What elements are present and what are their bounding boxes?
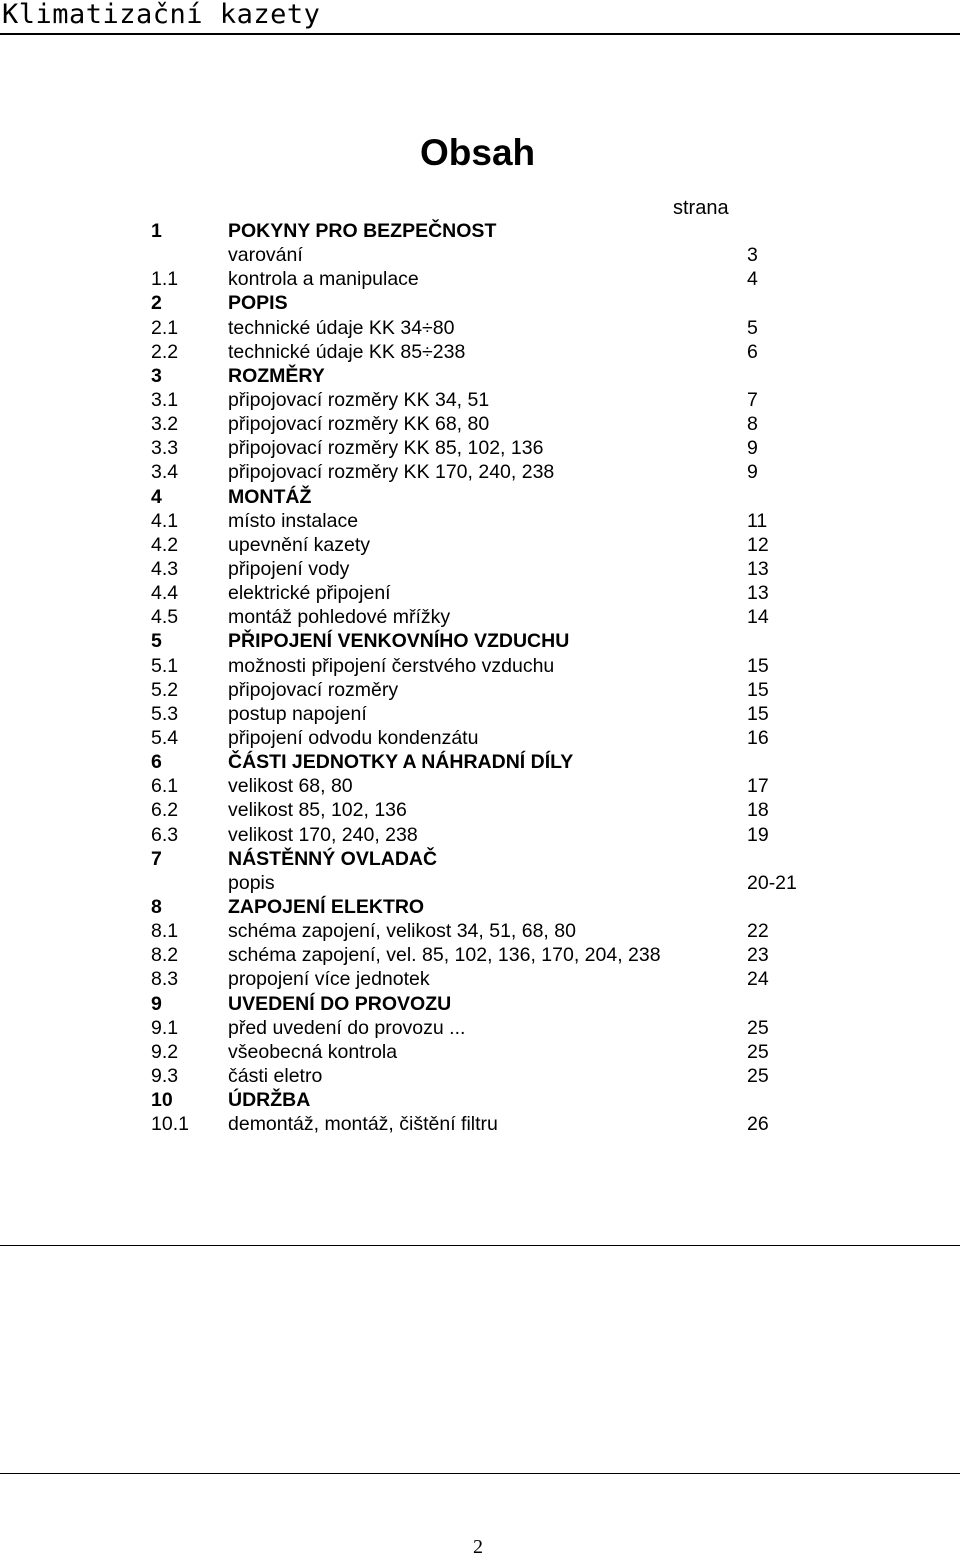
toc-entry-number: 2.1 — [151, 316, 179, 339]
toc-entry-title: ROZMĚRY — [228, 364, 325, 387]
toc-entry-page: 14 — [747, 606, 769, 629]
toc-section-row — [0, 895, 960, 919]
toc-entry-number: 3 — [151, 364, 162, 387]
toc-entry-title: elektrické připojení — [228, 582, 391, 605]
toc-section-row — [0, 219, 960, 243]
toc-entry-title: před uvedení do provozu ... — [228, 1016, 466, 1039]
toc-entry-page: 5 — [747, 316, 758, 339]
toc-entry-title: POKYNY PRO BEZPEČNOST — [228, 220, 497, 242]
page-title: Obsah — [420, 132, 536, 173]
toc-section-row — [0, 485, 960, 509]
toc-entry-number: 6.2 — [151, 799, 179, 822]
toc-section-row — [0, 1088, 960, 1112]
toc-section-row — [0, 629, 960, 653]
toc-entry-page: 26 — [747, 1113, 769, 1136]
toc-entry-number: 5.4 — [151, 726, 179, 749]
toc-entry-page: 15 — [747, 678, 769, 701]
toc-entry-number: 9.2 — [151, 1040, 179, 1063]
toc-entry-page: 4 — [747, 268, 758, 291]
toc-entry-number: 4 — [151, 485, 162, 508]
toc-entry-title: velikost 170, 240, 238 — [228, 823, 418, 846]
toc-entry-row — [0, 605, 960, 629]
toc-entry-title: UVEDENÍ DO PROVOZU — [228, 992, 452, 1015]
toc-entry-row — [0, 1112, 960, 1136]
toc-entry-number: 6.1 — [151, 775, 179, 798]
toc-entry-row — [0, 412, 960, 436]
toc-entry-row — [0, 388, 960, 412]
toc-entry-page: 25 — [747, 1016, 769, 1039]
toc-entry-title: kontrola a manipulace — [228, 268, 419, 291]
toc-entry-row — [0, 798, 960, 822]
toc-section-row — [0, 364, 960, 388]
toc-entry-title: POPIS — [228, 292, 288, 315]
toc-entry-row — [0, 340, 960, 364]
toc-entry-number: 5.3 — [151, 702, 179, 725]
toc-entry-title: připojení odvodu kondenzátu — [228, 726, 479, 749]
toc-entry-page: 8 — [747, 413, 758, 436]
toc-entry-row — [0, 581, 960, 605]
running-header-title: Klimatizační kazety — [2, 0, 321, 30]
toc-entry-row — [0, 436, 960, 460]
toc-entry-title: technické údaje KK 85÷238 — [228, 340, 466, 363]
toc-entry-title: schéma zapojení, velikost 34, 51, 68, 80 — [228, 920, 576, 943]
toc-entry-row — [0, 678, 960, 702]
toc-entry-page: 11 — [747, 509, 768, 532]
toc-entry-number: 1.1 — [151, 268, 179, 291]
table-of-contents — [0, 219, 960, 1136]
toc-entry-title: připojovací rozměry KK 34, 51 — [228, 388, 490, 411]
toc-entry-row — [0, 460, 960, 484]
toc-entry-number: 3.4 — [151, 461, 179, 484]
toc-entry-number: 4.4 — [151, 582, 179, 605]
toc-entry-page: 13 — [747, 582, 769, 605]
toc-entry-title: připojení vody — [228, 557, 350, 580]
toc-entry-number: 5.1 — [151, 654, 179, 677]
toc-entry-title: technické údaje KK 34÷80 — [228, 316, 455, 339]
toc-entry-page: 15 — [747, 702, 769, 725]
toc-entry-row — [0, 919, 960, 943]
toc-entry-row — [0, 533, 960, 557]
toc-entry-page: 13 — [747, 557, 769, 580]
toc-entry-title: demontáž, montáž, čištění filtru — [228, 1113, 498, 1136]
toc-entry-row — [0, 1040, 960, 1064]
toc-entry-number: 6 — [151, 751, 162, 774]
toc-entry-page: 22 — [747, 920, 769, 943]
toc-entry-row — [0, 871, 960, 895]
toc-entry-page: 15 — [747, 654, 769, 677]
toc-entry-number: 3.1 — [151, 388, 179, 411]
toc-entry-title: PŘIPOJENÍ VENKOVNÍHO VZDUCHU — [228, 630, 570, 653]
toc-entry-row — [0, 654, 960, 678]
toc-entry-number: 8.2 — [151, 944, 179, 967]
toc-entry-row — [0, 557, 960, 581]
toc-entry-page: 9 — [747, 437, 758, 460]
toc-entry-title: ZAPOJENÍ ELEKTRO — [228, 895, 425, 918]
toc-section-row — [0, 291, 960, 315]
toc-entry-title: NÁSTĚNNÝ OVLADAČ — [228, 847, 438, 870]
toc-entry-title: postup napojení — [228, 702, 367, 725]
toc-entry-page: 20-21 — [747, 871, 797, 894]
toc-entry-page: 7 — [747, 388, 758, 411]
toc-entry-number: 9.3 — [151, 1064, 179, 1087]
toc-entry-title: upevnění kazety — [228, 533, 371, 556]
toc-entry-page: 12 — [747, 533, 769, 556]
footer-rule-lower — [0, 1473, 960, 1474]
toc-entry-row — [0, 943, 960, 967]
page-number: 2 — [473, 1536, 483, 1558]
toc-entry-row — [0, 726, 960, 750]
toc-section-row — [0, 750, 960, 774]
toc-entry-number: 9 — [151, 992, 162, 1015]
toc-entry-title: připojovací rozměry KK 85, 102, 136 — [228, 437, 544, 460]
header-rule — [0, 33, 960, 35]
toc-entry-title: části eletro — [228, 1064, 323, 1087]
toc-entry-title: připojovací rozměry KK 170, 240, 238 — [228, 461, 555, 484]
toc-entry-number: 5 — [151, 630, 162, 653]
toc-entry-title: možnosti připojení čerstvého vzduchu — [228, 654, 555, 677]
toc-entry-number: 8 — [151, 895, 162, 918]
toc-entry-number: 5.2 — [151, 678, 179, 701]
toc-entry-title: propojení více jednotek — [228, 968, 430, 991]
toc-entry-title: místo instalace — [228, 509, 359, 532]
toc-entry-number: 7 — [151, 847, 162, 870]
toc-entry-number: 4.2 — [151, 533, 179, 556]
footer-rule-upper — [0, 1245, 960, 1246]
toc-entry-row — [0, 316, 960, 340]
toc-entry-number: 3.3 — [151, 437, 179, 460]
toc-entry-title: popis — [228, 871, 275, 894]
toc-entry-page: 3 — [747, 244, 758, 267]
toc-entry-number: 6.3 — [151, 823, 179, 846]
toc-entry-number: 9.1 — [151, 1016, 179, 1039]
toc-section-row — [0, 847, 960, 871]
toc-entry-row — [0, 243, 960, 267]
toc-entry-row — [0, 1016, 960, 1040]
toc-entry-number: 4.1 — [151, 509, 179, 532]
toc-entry-number: 8.1 — [151, 920, 179, 943]
toc-entry-title: velikost 68, 80 — [228, 775, 353, 798]
toc-entry-page: 9 — [747, 461, 758, 484]
toc-entry-row — [0, 509, 960, 533]
toc-entry-number: 4.3 — [151, 557, 179, 580]
toc-entry-number: 4.5 — [151, 606, 179, 629]
toc-entry-title: ČÁSTI JEDNOTKY A NÁHRADNÍ DÍLY — [228, 751, 574, 774]
toc-entry-page: 25 — [747, 1040, 769, 1063]
toc-entry-title: připojovací rozměry — [228, 678, 399, 701]
toc-entry-row — [0, 1064, 960, 1088]
toc-entry-page: 6 — [747, 340, 758, 363]
toc-entry-title: schéma zapojení, vel. 85, 102, 136, 170, 204, 238 — [228, 944, 661, 967]
page-column-label: strana — [673, 197, 729, 219]
toc-entry-row — [0, 967, 960, 991]
toc-entry-page: 24 — [747, 968, 769, 991]
toc-entry-page: 23 — [747, 944, 769, 967]
toc-entry-title: MONTÁŽ — [228, 485, 312, 508]
toc-entry-number: 2.2 — [151, 340, 179, 363]
toc-entry-number: 1 — [151, 220, 162, 242]
toc-entry-row — [0, 774, 960, 798]
toc-section-row — [0, 992, 960, 1016]
toc-entry-row — [0, 823, 960, 847]
toc-entry-title: varování — [228, 244, 303, 267]
toc-entry-page: 16 — [747, 726, 769, 749]
toc-entry-number: 10.1 — [151, 1113, 189, 1136]
toc-entry-row — [0, 267, 960, 291]
toc-entry-title: všeobecná kontrola — [228, 1040, 398, 1063]
toc-entry-page: 19 — [747, 823, 769, 846]
toc-entry-number: 8.3 — [151, 968, 179, 991]
toc-entry-title: velikost 85, 102, 136 — [228, 799, 407, 822]
toc-entry-page: 17 — [747, 775, 769, 798]
toc-entry-number: 10 — [151, 1089, 173, 1112]
toc-entry-title: připojovací rozměry KK 68, 80 — [228, 413, 490, 436]
toc-entry-number: 2 — [151, 292, 162, 315]
toc-entry-page: 25 — [747, 1064, 769, 1087]
toc-entry-row — [0, 702, 960, 726]
toc-entry-page: 18 — [747, 799, 769, 822]
toc-entry-title: ÚDRŽBA — [228, 1089, 311, 1112]
toc-entry-number: 3.2 — [151, 413, 179, 436]
toc-entry-title: montáž pohledové mřížky — [228, 606, 451, 629]
